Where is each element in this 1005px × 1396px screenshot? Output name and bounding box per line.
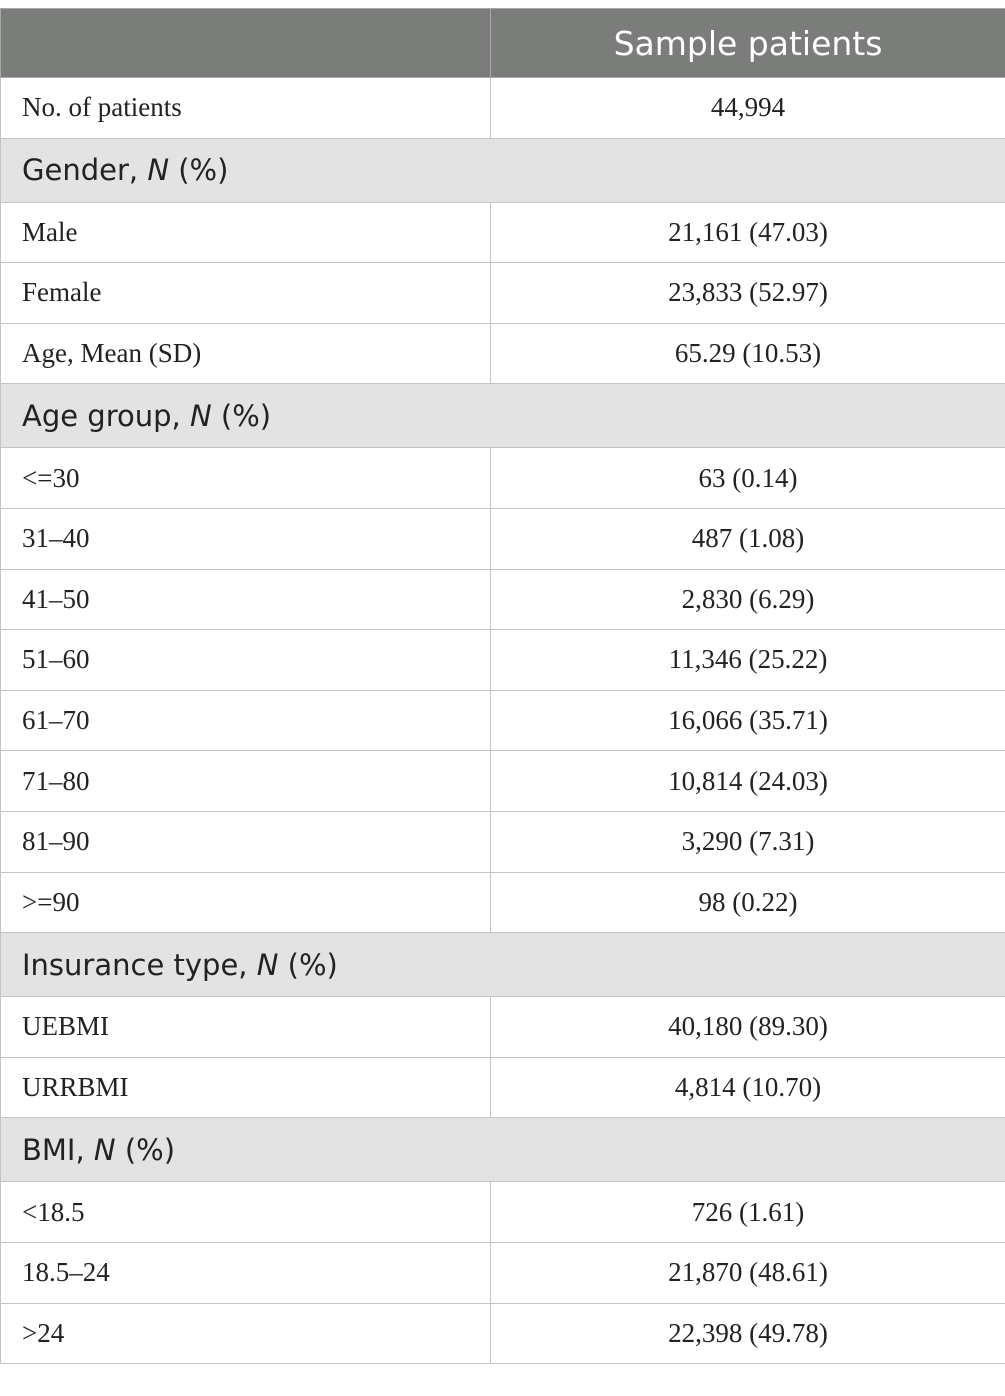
table-row bbox=[1, 811, 1005, 872]
row-value: 98 (0.22) bbox=[491, 872, 1005, 933]
table-row bbox=[1, 1303, 1005, 1364]
row-label: 31–40 bbox=[1, 508, 491, 569]
header-label-column bbox=[1, 9, 491, 78]
row-value: 3,290 (7.31) bbox=[491, 811, 1005, 872]
section-header-row bbox=[1, 138, 1005, 202]
row-value: 44,994 bbox=[491, 78, 1005, 139]
table-row bbox=[1, 1182, 1005, 1243]
row-label: 18.5–24 bbox=[1, 1242, 491, 1303]
row-value: 726 (1.61) bbox=[491, 1182, 1005, 1243]
row-value: 11,346 (25.22) bbox=[491, 630, 1005, 691]
row-label: <=30 bbox=[1, 448, 491, 509]
section-label: Age group, N (%) bbox=[1, 384, 1005, 448]
table-row bbox=[1, 263, 1005, 324]
table-row bbox=[1, 751, 1005, 812]
table-row bbox=[1, 323, 1005, 384]
row-label: >=90 bbox=[1, 872, 491, 933]
table-row bbox=[1, 508, 1005, 569]
row-label: UEBMI bbox=[1, 997, 491, 1058]
table-row bbox=[1, 78, 1005, 139]
row-value: 40,180 (89.30) bbox=[491, 997, 1005, 1058]
row-label: <18.5 bbox=[1, 1182, 491, 1243]
table-row bbox=[1, 630, 1005, 691]
section-label: Insurance type, N (%) bbox=[1, 933, 1005, 997]
row-label: URRBMI bbox=[1, 1057, 491, 1118]
row-value: 63 (0.14) bbox=[491, 448, 1005, 509]
section-label: BMI, N (%) bbox=[1, 1118, 1005, 1182]
row-value: 23,833 (52.97) bbox=[491, 263, 1005, 324]
section-header-row bbox=[1, 384, 1005, 448]
row-label: 71–80 bbox=[1, 751, 491, 812]
row-value: 2,830 (6.29) bbox=[491, 569, 1005, 630]
table-header-row bbox=[1, 9, 1005, 78]
row-value: 21,161 (47.03) bbox=[491, 202, 1005, 263]
row-label: Male bbox=[1, 202, 491, 263]
table-row bbox=[1, 1057, 1005, 1118]
table-row bbox=[1, 872, 1005, 933]
table-row bbox=[1, 448, 1005, 509]
table-row bbox=[1, 1242, 1005, 1303]
row-value: 4,814 (10.70) bbox=[491, 1057, 1005, 1118]
row-label: 81–90 bbox=[1, 811, 491, 872]
row-label: Age, Mean (SD) bbox=[1, 323, 491, 384]
row-value: 21,870 (48.61) bbox=[491, 1242, 1005, 1303]
patient-characteristics-table bbox=[0, 8, 1005, 1364]
table-body bbox=[1, 78, 1005, 1364]
table-row bbox=[1, 997, 1005, 1058]
section-header-row bbox=[1, 933, 1005, 997]
section-header-row bbox=[1, 1118, 1005, 1182]
table-row bbox=[1, 569, 1005, 630]
row-label: Female bbox=[1, 263, 491, 324]
row-value: 487 (1.08) bbox=[491, 508, 1005, 569]
row-label: 41–50 bbox=[1, 569, 491, 630]
header-sample-patients: Sample patients bbox=[491, 9, 1005, 78]
row-label: >24 bbox=[1, 1303, 491, 1364]
row-value: 10,814 (24.03) bbox=[491, 751, 1005, 812]
table-row bbox=[1, 690, 1005, 751]
row-value: 65.29 (10.53) bbox=[491, 323, 1005, 384]
row-label: 61–70 bbox=[1, 690, 491, 751]
row-value: 22,398 (49.78) bbox=[491, 1303, 1005, 1364]
row-label: No. of patients bbox=[1, 78, 491, 139]
section-label: Gender, N (%) bbox=[1, 138, 1005, 202]
row-value: 16,066 (35.71) bbox=[491, 690, 1005, 751]
table-row bbox=[1, 202, 1005, 263]
row-label: 51–60 bbox=[1, 630, 491, 691]
